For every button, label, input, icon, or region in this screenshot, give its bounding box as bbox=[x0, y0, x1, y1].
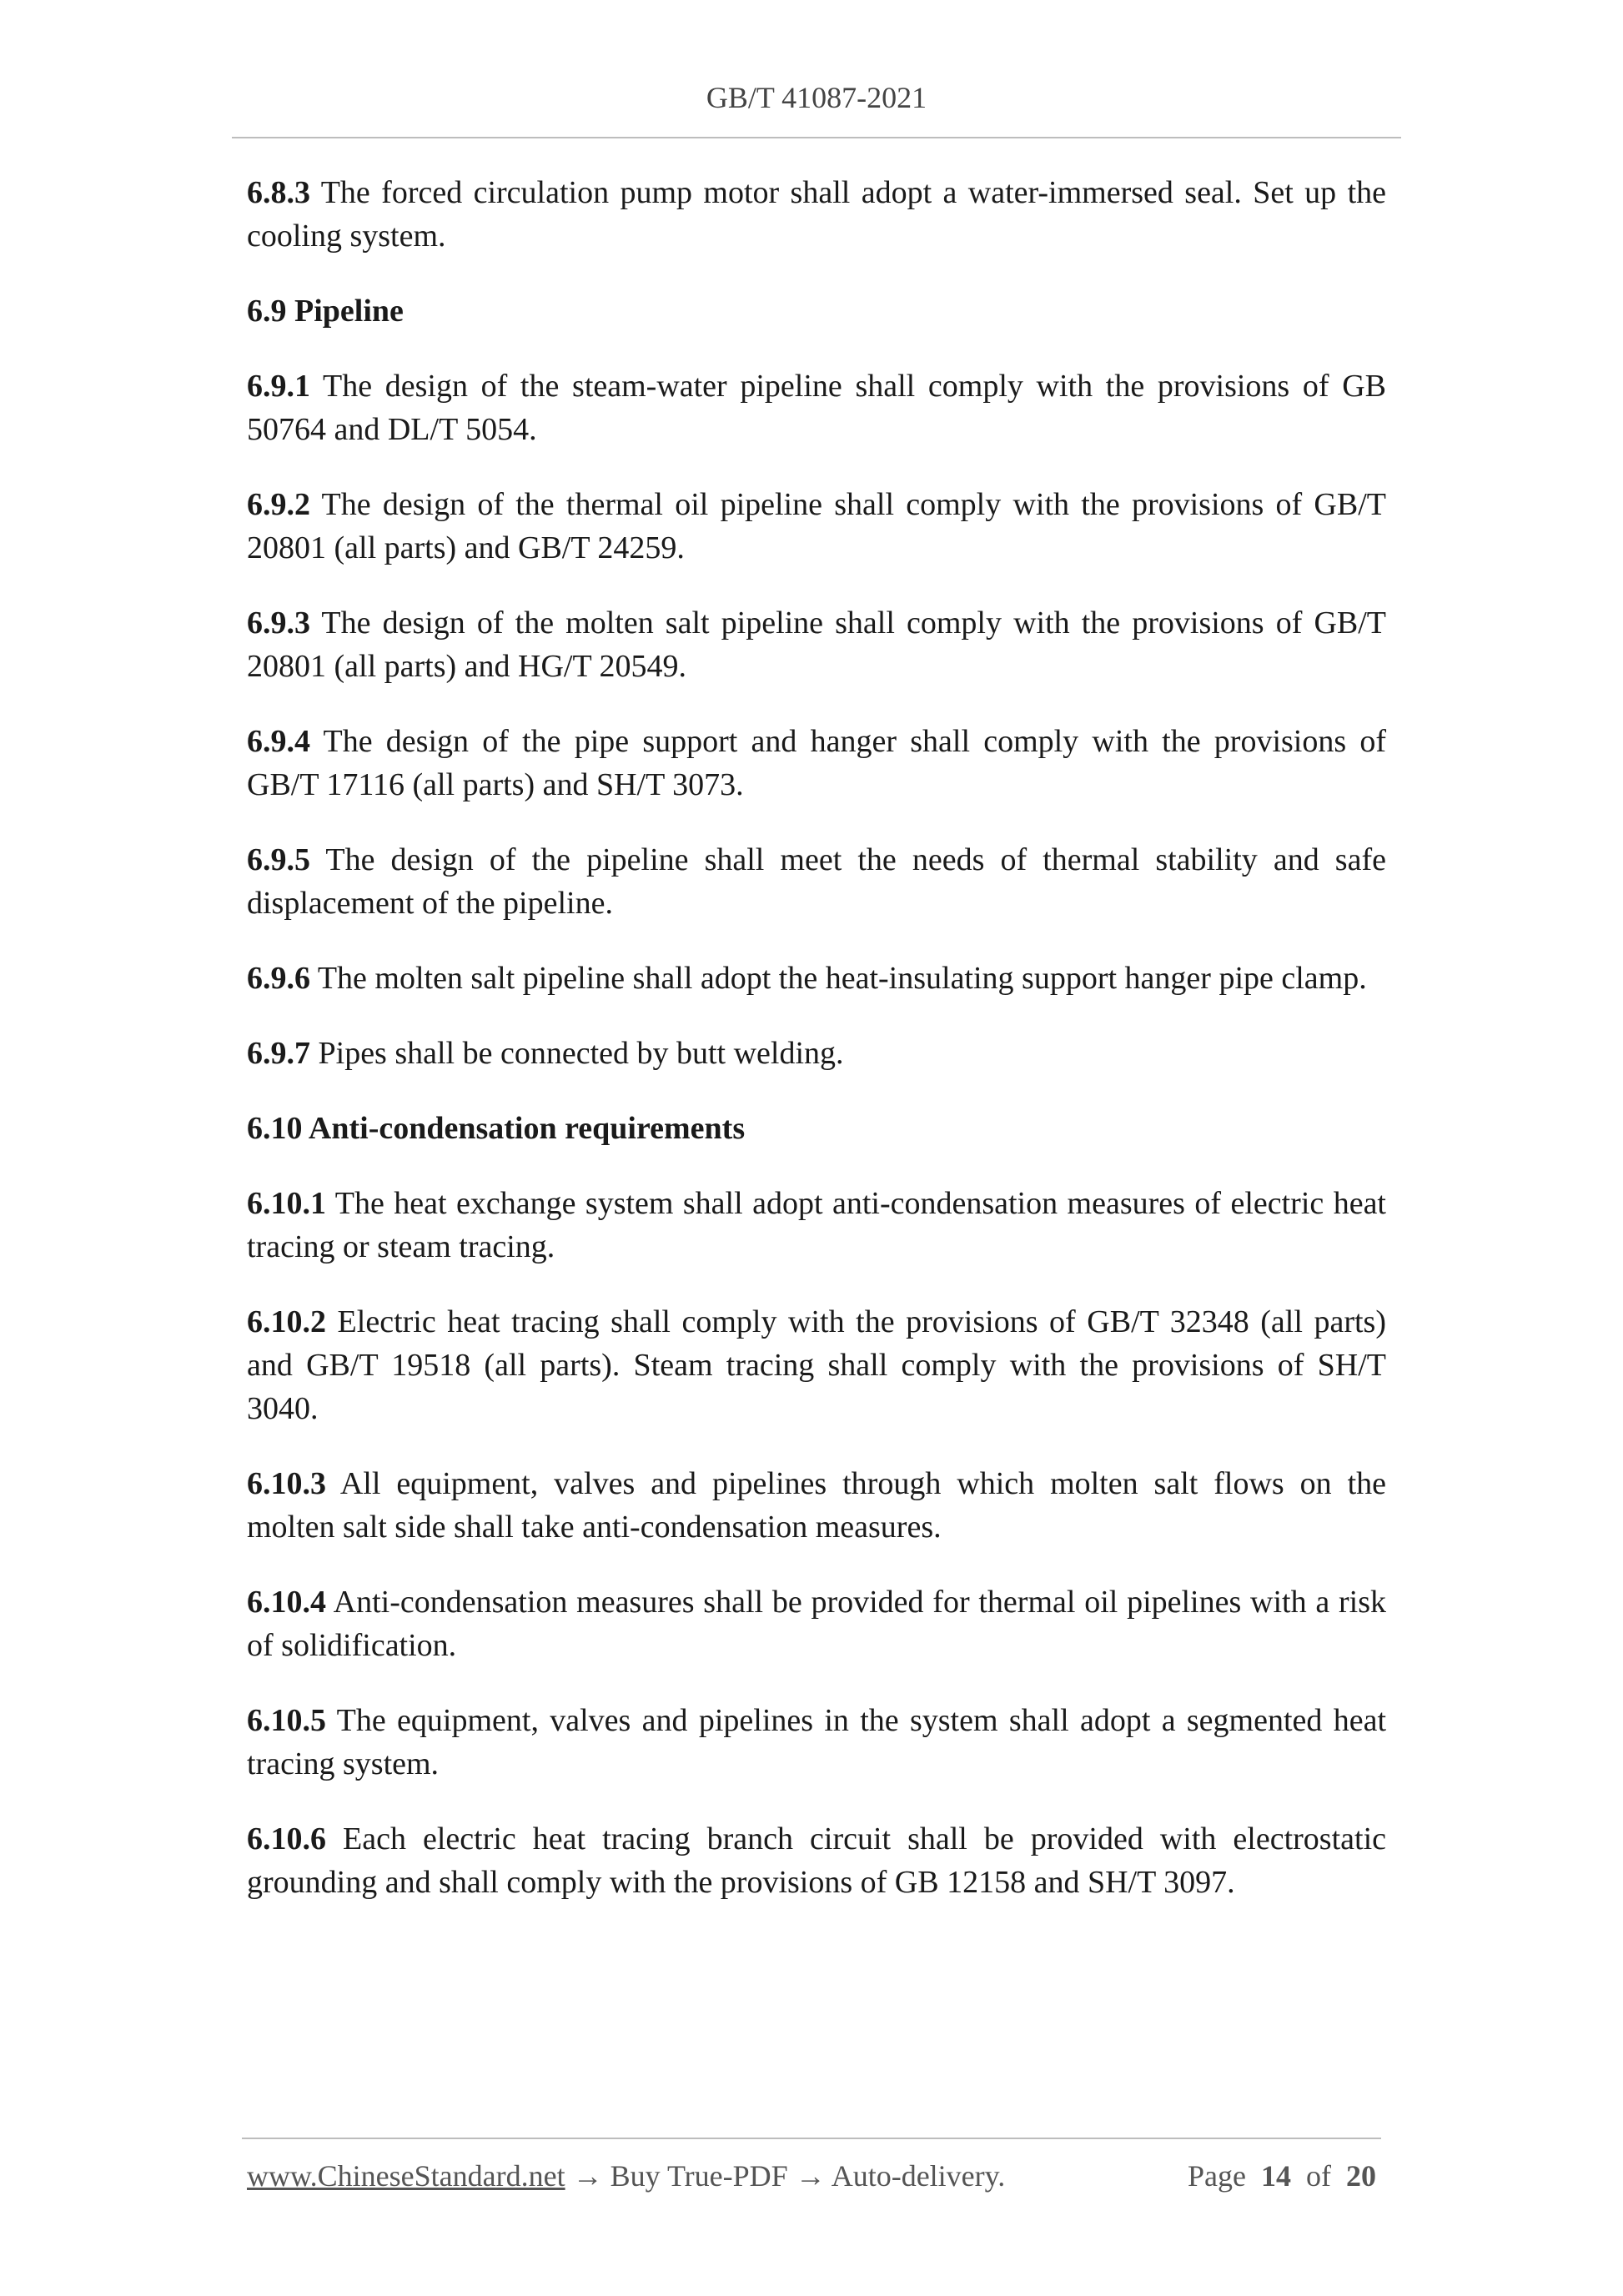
clause-number: 6.10.3 bbox=[247, 1466, 326, 1501]
clause-text: The design of the pipe support and hanger shall comply with the provisions of GB/T 17116 (all parts) and SH/T 3073. bbox=[247, 724, 1386, 802]
clause-text: All equipment, valves and pipelines through which molten salt flows on the molten salt side shall take anti-condensation measures. bbox=[247, 1466, 1386, 1545]
page-label: Page bbox=[1188, 2159, 1246, 2193]
document-body bbox=[247, 171, 1386, 1936]
clause-6-9-7 bbox=[247, 1032, 1386, 1075]
clause-text: The design of the thermal oil pipeline shall comply with the provisions of GB/T 20801 (all parts) and GB/T 24259. bbox=[247, 487, 1386, 565]
clause-6-9-6 bbox=[247, 957, 1386, 1000]
clause-text: Each electric heat tracing branch circuit shall be provided with electrostatic grounding and shall comply with the provisions of GB 12158 and SH/T 3097. bbox=[247, 1821, 1386, 1900]
clause-text: The heat exchange system shall adopt anti-condensation measures of electric heat tracing or steam tracing. bbox=[247, 1186, 1386, 1264]
clause-number: 6.10.1 bbox=[247, 1186, 326, 1221]
footer-promo bbox=[247, 2158, 1005, 2193]
clause-6-10-6 bbox=[247, 1817, 1386, 1904]
clause-number: 6.9.5 bbox=[247, 842, 310, 877]
clause-text: The equipment, valves and pipelines in the system shall adopt a segmented heat tracing system. bbox=[247, 1703, 1386, 1781]
page-of-label: of bbox=[1306, 2159, 1331, 2193]
clause-number: 6.9.6 bbox=[247, 961, 310, 996]
clause-text: The design of the molten salt pipeline shall comply with the provisions of GB/T 20801 (all parts) and HG/T 20549. bbox=[247, 605, 1386, 684]
page-current: 14 bbox=[1261, 2159, 1291, 2193]
footer-divider bbox=[242, 2138, 1381, 2139]
clause-text: Anti-condensation measures shall be provided for thermal oil pipelines with a risk of solidification. bbox=[247, 1585, 1386, 1663]
clause-6-9-3 bbox=[247, 601, 1386, 688]
clause-number: 6.10.5 bbox=[247, 1703, 326, 1738]
section-heading-6-9: 6.9 Pipeline bbox=[247, 294, 404, 329]
clause-6-10-4 bbox=[247, 1580, 1386, 1667]
clause-text: The forced circulation pump motor shall adopt a water-immersed seal. Set up the cooling system. bbox=[247, 175, 1386, 254]
clause-number: 6.9.2 bbox=[247, 487, 310, 522]
clause-number: 6.10.6 bbox=[247, 1821, 326, 1856]
clause-number: 6.8.3 bbox=[247, 175, 310, 210]
clause-text: Pipes shall be connected by butt welding. bbox=[310, 1036, 844, 1071]
header-divider bbox=[232, 137, 1401, 138]
buy-pdf-text: Buy True-PDF bbox=[610, 2159, 788, 2193]
clause-6-10-5 bbox=[247, 1699, 1386, 1786]
clause-6-9-4 bbox=[247, 720, 1386, 806]
clause-6-10-1 bbox=[247, 1182, 1386, 1269]
clause-6-10-2 bbox=[247, 1300, 1386, 1430]
clause-6-8-3 bbox=[247, 171, 1386, 258]
clause-number: 6.9.7 bbox=[247, 1036, 310, 1071]
clause-6-9-5 bbox=[247, 838, 1386, 925]
section-heading-6-10: 6.10 Anti-condensation requirements bbox=[247, 1111, 746, 1146]
clause-6-9-1 bbox=[247, 364, 1386, 451]
arrow-right-icon: → bbox=[787, 2159, 832, 2193]
clause-6-10-3 bbox=[247, 1462, 1386, 1549]
arrow-right-icon: → bbox=[565, 2159, 611, 2193]
clause-text: Electric heat tracing shall comply with the provisions of GB/T 32348 (all parts) and GB/T 19518 (all parts). Steam tracing shall comply with the provisions of SH/T 3040. bbox=[247, 1304, 1386, 1426]
page-header-title: GB/T 41087-2021 bbox=[706, 81, 927, 114]
page-number bbox=[1188, 2158, 1376, 2193]
website-link[interactable]: www.ChineseStandard.net bbox=[247, 2159, 565, 2193]
clause-number: 6.10.4 bbox=[247, 1585, 326, 1620]
clause-text: The molten salt pipeline shall adopt the heat-insulating support hanger pipe clamp. bbox=[310, 961, 1367, 996]
clause-6-9-2 bbox=[247, 483, 1386, 570]
clause-text: The design of the pipeline shall meet the needs of thermal stability and safe displacement of the pipeline. bbox=[247, 842, 1386, 921]
page-total: 20 bbox=[1346, 2159, 1376, 2193]
auto-delivery-text: Auto-delivery. bbox=[831, 2159, 1006, 2193]
clause-text: The design of the steam-water pipeline shall comply with the provisions of GB 50764 and DL/T 5054. bbox=[247, 369, 1386, 447]
clause-number: 6.9.3 bbox=[247, 605, 310, 641]
clause-number: 6.9.1 bbox=[247, 369, 310, 404]
clause-number: 6.9.4 bbox=[247, 724, 310, 759]
clause-number: 6.10.2 bbox=[247, 1304, 326, 1339]
